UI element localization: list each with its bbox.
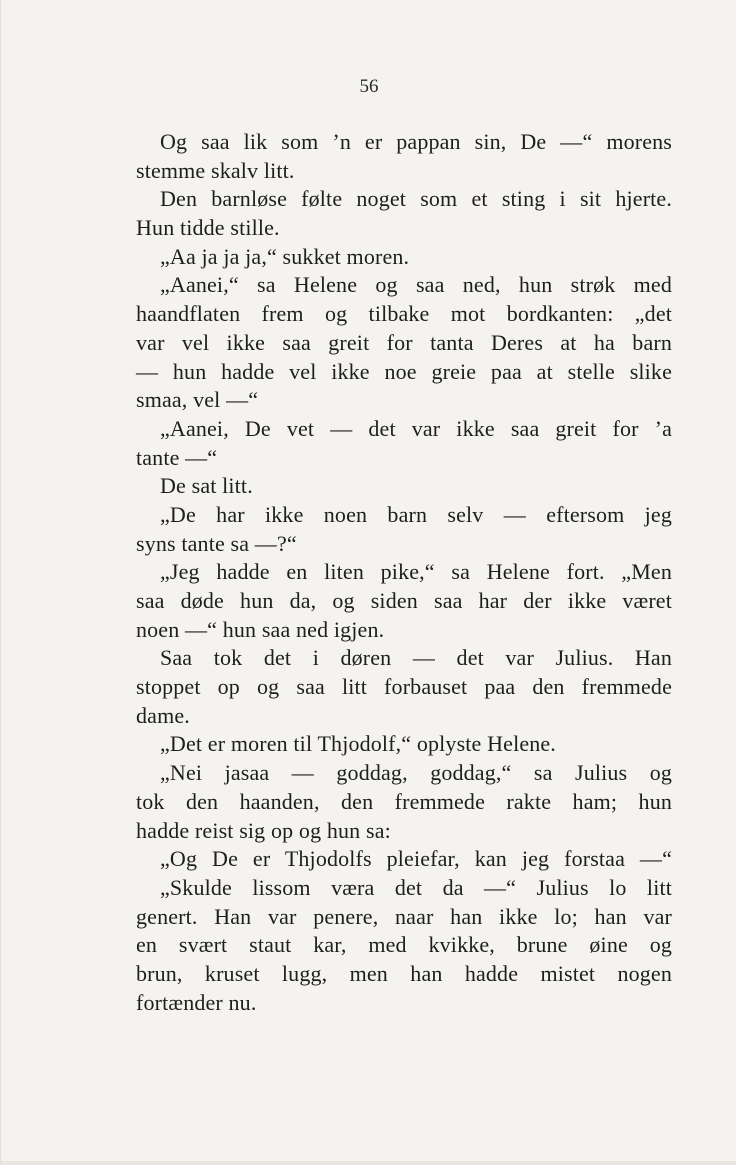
text-line: „Og De er Thjodolfs pleiefar, kan jeg forstaa —“ xyxy=(160,846,672,872)
text-line: „Det er moren til Thjodolf,“ oplyste Helene. xyxy=(160,731,556,757)
text-line: „Skulde lissom væra det da —“ Julius lo litt xyxy=(160,874,672,900)
text-line: „Aa ja ja ja,“ sukket moren. xyxy=(160,243,410,269)
text-line: hadde reist sig op og hun sa: xyxy=(136,817,391,843)
text-line: Hun tidde stille. xyxy=(136,215,280,241)
text-line: brun, kruset lugg, men han hadde mistet nogen xyxy=(136,960,672,986)
text-line: noen —“ hun saa ned igjen. xyxy=(136,616,385,642)
page-edge xyxy=(1,1161,736,1165)
text-line: smaa, vel —“ xyxy=(136,387,259,413)
text-line: en svært staut kar, med kvikke, brune øine og xyxy=(136,932,672,958)
text-line: Saa tok det i døren — det var Julius. Han xyxy=(160,645,672,671)
text-line: „Aanei,“ sa Helene og saa ned, hun strøk med xyxy=(160,272,672,298)
text-line: De sat litt. xyxy=(160,473,253,499)
text-line: tok den haanden, den fremmede rakte ham; hun xyxy=(136,788,672,814)
page-number: 56 xyxy=(359,76,379,97)
text-line: „De har ikke noen barn selv — eftersom jeg xyxy=(160,501,672,527)
text-line: stoppet op og saa litt forbauset paa den fremmede xyxy=(136,674,672,700)
text-line: saa døde hun da, og siden saa har der ikke været xyxy=(136,588,672,613)
text-line: — hun hadde vel ikke noe greie paa at stelle slike xyxy=(136,358,672,384)
text-line: Og saa lik som ’n er pappan sin, De —“ morens xyxy=(160,129,672,154)
text-line: „Nei jasaa — goddag, goddag,“ sa Julius og xyxy=(160,760,672,786)
text-line: stemme skalv litt. xyxy=(136,157,295,183)
text-line: syns tante sa —?“ xyxy=(136,530,297,556)
text-line: fortænder nu. xyxy=(136,989,257,1015)
text-line: haandflaten frem og tilbake mot bordkanten: „det xyxy=(136,301,672,327)
text-line: „Jeg hadde en liten pike,“ sa Helene fort. „Men xyxy=(160,559,672,585)
text-line: tante —“ xyxy=(136,444,218,470)
text-line: dame. xyxy=(136,702,190,728)
text-line: Den barnløse følte noget som et sting i sit hjerte. xyxy=(160,186,672,212)
text-line: genert. Han var penere, naar han ikke lo; han var xyxy=(136,903,672,929)
body-text xyxy=(136,128,672,1017)
text-line: „Aanei, De vet — det var ikke saa greit for ’a xyxy=(160,415,672,441)
text-line: var vel ikke saa greit for tanta Deres at ha barn xyxy=(136,329,672,355)
